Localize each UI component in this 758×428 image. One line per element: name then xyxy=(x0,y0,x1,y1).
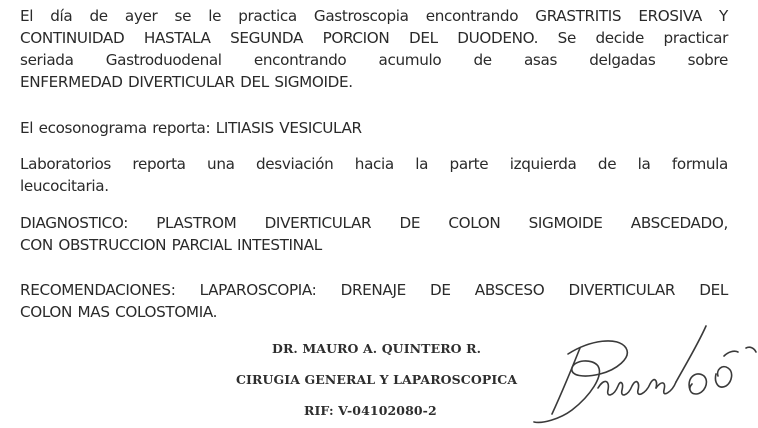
handwritten-signature xyxy=(520,318,758,428)
report-line: Laboratorios reporta una desviación hacia la parte izquierda de la formula xyxy=(20,155,728,173)
paragraph-recommendations xyxy=(20,279,728,323)
signer-rif: RIF: V-04102080-2 xyxy=(304,403,437,418)
report-line: COLON MAS COLOSTOMIA. xyxy=(20,303,218,321)
report-line: DIAGNOSTICO: PLASTROM DIVERTICULAR DE COLON SIGMOIDE ABSCEDADO, xyxy=(20,214,728,232)
signer-specialty: CIRUGIA GENERAL Y LAPAROSCOPICA xyxy=(236,372,518,387)
report-line: El ecosonograma reporta: LITIASIS VESICULAR xyxy=(20,119,362,137)
paragraph-ultrasound xyxy=(20,117,728,139)
report-line: leucocitaria. xyxy=(20,177,109,195)
signer-name: DR. MAURO A. QUINTERO R. xyxy=(272,341,482,356)
report-line: CON OBSTRUCCION PARCIAL INTESTINAL xyxy=(20,236,322,254)
report-line: seriada Gastroduodenal encontrando acumulo de asas delgadas sobre xyxy=(20,51,728,69)
report-line: CONTINUIDAD HASTALA SEGUNDA PORCION DEL DUODENO. Se decide practicar xyxy=(20,29,728,47)
paragraph-gastroscopy-findings xyxy=(20,5,728,93)
report-line: El día de ayer se le practica Gastroscopia encontrando GRASTRITIS EROSIVA Y xyxy=(20,7,728,25)
report-line: RECOMENDACIONES: LAPAROSCOPIA: DRENAJE DE ABSCESO DIVERTICULAR DEL xyxy=(20,281,728,299)
paragraph-laboratory xyxy=(20,153,728,197)
paragraph-diagnosis xyxy=(20,212,728,256)
report-line: ENFERMEDAD DIVERTICULAR DEL SIGMOIDE. xyxy=(20,73,353,91)
